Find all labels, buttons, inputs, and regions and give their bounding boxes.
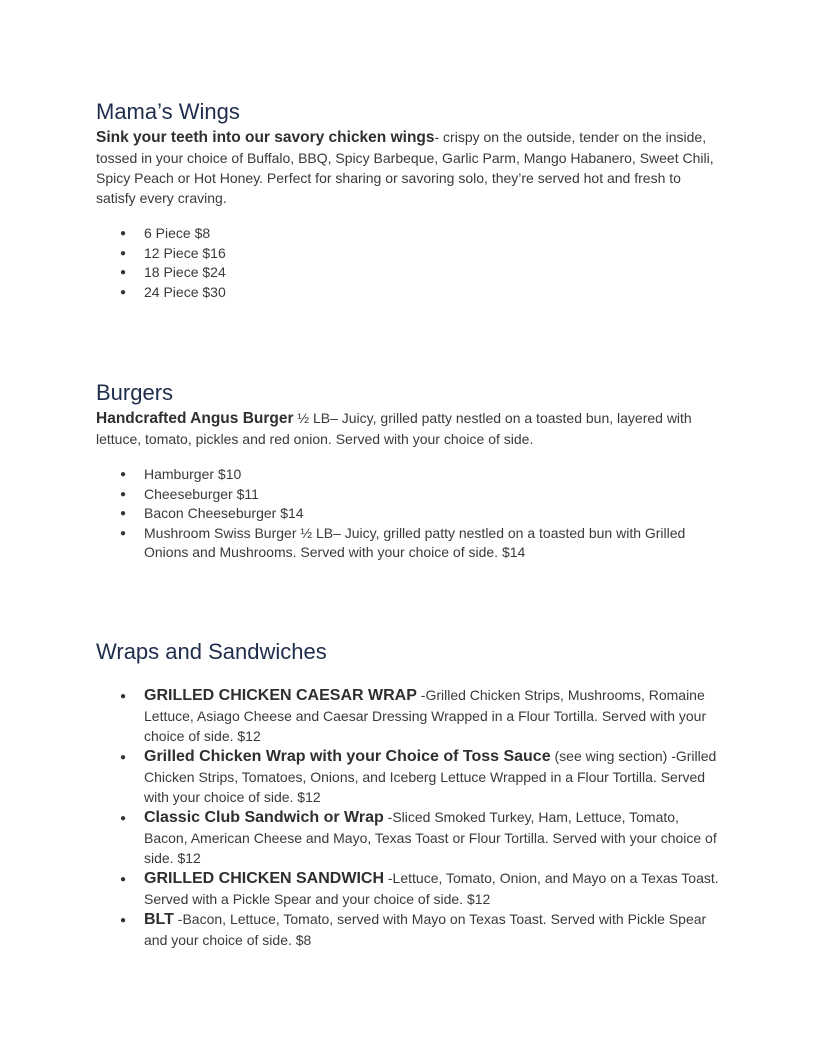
- list-item: [96, 868, 720, 909]
- item-name: Grilled Chicken Wrap with your Choice of Toss Sauce: [144, 748, 551, 765]
- list-item: ● 6 Piece $8: [96, 224, 720, 244]
- wings-description: - crispy on the outside, tender on the inside, tossed in your choice of Buffalo, BBQ, Spicy Barbeque, Garlic Parm, Mango Habanero, Sweet Chili, Spicy Peach or Hot Honey. Perfect for sharing or savoring solo, they’re served hot and fresh to satisfy every craving.: [96, 129, 714, 206]
- list-item: [96, 685, 720, 746]
- item-description: -Bacon, Lettuce, Tomato, served with Mayo on Texas Toast. Served with Pickle Spear and your choice of side. $8: [144, 911, 707, 948]
- item-description: -Lettuce, Tomato, Onion, and Mayo on a Texas Toast. Served with a Pickle Spear and your choice of side. $12: [144, 870, 719, 907]
- burgers-heading: Burgers: [96, 380, 174, 405]
- burgers-section: [96, 380, 720, 563]
- list-item: ● Mushroom Swiss Burger ½ LB– Juicy, grilled patty nestled on a toasted bun with Grilled Onions and Mushrooms. Served with your choice of side. $14: [96, 524, 720, 563]
- wings-lead: Sink your teeth into our savory chicken wings: [96, 129, 435, 146]
- burgers-description: ½ LB– Juicy, grilled patty nestled on a toasted bun, layered with lettuce, tomato, pickles and red onion. Served with your choice of side.: [96, 410, 692, 447]
- item-name: GRILLED CHICKEN CAESAR WRAP: [144, 687, 417, 704]
- item-description: -Grilled Chicken Strips, Mushrooms, Romaine Lettuce, Asiago Cheese and Caesar Dressing Wrapped in a Flour Tortilla. Served with your choice of side. $12: [144, 687, 707, 744]
- list-item: ● Bacon Cheeseburger $14: [96, 504, 720, 524]
- burgers-lead: Handcrafted Angus Burger: [96, 410, 294, 427]
- wings-price-list: [96, 224, 720, 302]
- item-description: (see wing section) -Grilled Chicken Strips, Tomatoes, Onions, and Iceberg Lettuce Wrapped in a Flour Tortilla. Served with your choice of side. $12: [144, 748, 717, 805]
- item-description: -Sliced Smoked Turkey, Ham, Lettuce, Tomato, Bacon, American Cheese and Mayo, Texas Toast or Flour Tortilla. Served with your choice of side. $12: [144, 809, 717, 866]
- list-item: ● Hamburger $10: [96, 465, 720, 485]
- list-item: ● 18 Piece $24: [96, 263, 720, 283]
- wraps-section: [96, 639, 720, 950]
- wings-heading: Mama’s Wings: [96, 99, 240, 124]
- wings-section: [96, 99, 720, 302]
- item-name: BLT: [144, 911, 174, 928]
- burgers-intro: [96, 408, 720, 449]
- wraps-heading: Wraps and Sandwiches: [96, 639, 327, 664]
- item-name: Classic Club Sandwich or Wrap: [144, 809, 384, 826]
- list-item: [96, 909, 720, 950]
- list-item: ● Cheeseburger $11: [96, 485, 720, 505]
- item-name: GRILLED CHICKEN SANDWICH: [144, 870, 384, 887]
- wings-intro: [96, 127, 720, 208]
- burgers-price-list: [96, 465, 720, 563]
- wraps-item-list: [96, 685, 720, 950]
- list-item: ● 24 Piece $30: [96, 283, 720, 303]
- list-item: [96, 746, 720, 807]
- list-item: [96, 807, 720, 868]
- list-item: ● 12 Piece $16: [96, 244, 720, 264]
